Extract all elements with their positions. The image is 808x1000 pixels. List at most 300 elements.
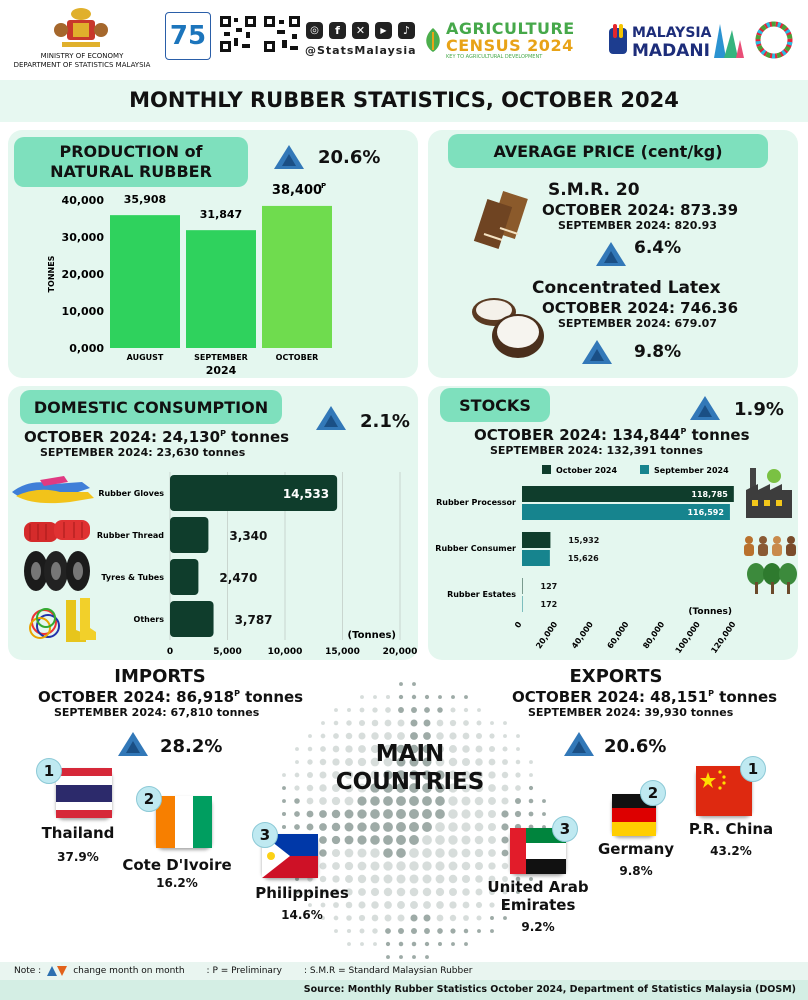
- globe-dot: [448, 848, 457, 857]
- globe-dot: [409, 809, 419, 819]
- globe-dot: [475, 849, 483, 857]
- globe-dot: [370, 809, 380, 819]
- export-country-3-name: United Arab Emirates: [487, 878, 589, 914]
- globe-dot: [332, 823, 340, 831]
- category-label: Others: [133, 615, 164, 624]
- cote-divoire-flag-icon: [156, 796, 212, 848]
- globe-dot: [475, 836, 484, 845]
- globe-dot: [358, 862, 367, 871]
- globe-dot: [462, 849, 471, 858]
- import-country-3-name: Philippines: [255, 884, 349, 902]
- globe-dot: [321, 721, 325, 725]
- globe-dot: [320, 759, 326, 765]
- globe-dot: [399, 942, 403, 946]
- globe-dot: [307, 772, 313, 778]
- globe-dot: [358, 875, 366, 883]
- imports-september: SEPTEMBER 2024: 67,810 tonnes: [54, 706, 260, 719]
- globe-dot: [423, 732, 431, 740]
- globe-dot: [437, 707, 443, 713]
- note-label: Note :: [14, 966, 42, 976]
- globe-dot: [319, 836, 327, 844]
- globe-dot: [360, 929, 365, 934]
- y-tick-label: 10,000: [61, 305, 104, 318]
- globe-dot: [370, 861, 379, 870]
- globe-dot: [319, 771, 326, 778]
- globe-dot: [449, 862, 458, 871]
- globe-dot: [371, 901, 379, 909]
- globe-dot: [319, 862, 326, 869]
- globe-dot: [372, 915, 379, 922]
- stocks-chart: [432, 460, 748, 656]
- footer-note-bar: [0, 962, 808, 980]
- x-tick-label: 10,000: [267, 647, 303, 657]
- globe-dot: [435, 809, 445, 819]
- ministry-name: MINISTRY OF ECONOMY: [40, 52, 124, 60]
- globe-dot: [435, 861, 444, 870]
- globe-dot: [502, 785, 509, 792]
- globe-dot: [319, 823, 327, 831]
- export-country-1-name: P.R. China: [688, 820, 774, 838]
- legend-label: October 2024: [556, 466, 618, 475]
- globe-dot: [332, 836, 340, 844]
- globe-dot: [438, 695, 442, 699]
- globe-dot: [321, 903, 326, 908]
- globe-dot: [282, 773, 286, 777]
- globe-dot: [463, 720, 469, 726]
- globe-dot: [501, 810, 508, 817]
- globe-dot: [424, 720, 431, 727]
- production-bar: [110, 215, 180, 348]
- globe-dot: [295, 747, 299, 751]
- globe-dot: [397, 901, 405, 909]
- globe-dot: [357, 848, 366, 857]
- leaf-logo-icon: [422, 26, 444, 54]
- globe-dot: [397, 914, 404, 921]
- globe-dot: [345, 875, 353, 883]
- globe-dot: [490, 721, 494, 725]
- globe-dot: [282, 799, 286, 803]
- stock-bar: [522, 550, 550, 566]
- globe-dot: [542, 812, 546, 816]
- x-tick-label: 15,000: [325, 647, 360, 657]
- globe-dot: [409, 861, 418, 870]
- globe-dot: [542, 799, 546, 803]
- globe-dot: [422, 809, 432, 819]
- trees-icon: [746, 562, 798, 596]
- import-rank-2-badge: 2: [136, 786, 162, 812]
- globe-dot: [384, 732, 392, 740]
- globe-dot: [529, 812, 534, 817]
- globe-dot: [464, 708, 468, 712]
- globe-dot: [320, 746, 326, 752]
- globe-dot: [360, 695, 364, 699]
- globe-dot: [308, 747, 313, 752]
- globe-dot: [477, 721, 482, 726]
- globe-dot: [384, 901, 392, 909]
- latex-bowl-icon: [468, 290, 548, 366]
- globe-dot: [383, 861, 392, 870]
- bar-value-label: 38,400: [271, 182, 323, 198]
- globe-dot: [385, 720, 392, 727]
- globe-dot: [307, 824, 314, 831]
- globe-dot: [448, 822, 457, 831]
- globe-dot: [529, 799, 534, 804]
- x-tick-label: 80,000: [641, 619, 667, 651]
- category-label: Tyres & Tubes: [101, 573, 164, 582]
- smr-october: OCTOBER 2024: 873.39: [542, 201, 739, 219]
- bar-value-label: 116,592: [687, 508, 724, 517]
- globe-dot: [319, 784, 326, 791]
- smr-september: SEPTEMBER 2024: 820.93: [558, 219, 717, 232]
- globe-dot: [319, 849, 326, 856]
- globe-dot: [345, 797, 354, 806]
- globe-dot: [425, 955, 429, 959]
- globe-dot: [475, 823, 484, 832]
- globe-dot: [294, 798, 300, 804]
- x-icon[interactable]: ✕: [352, 22, 369, 39]
- coat-of-arms-logo: [52, 6, 110, 50]
- globe-dot: [488, 797, 496, 805]
- rubber-thread-icon: [22, 516, 92, 546]
- globe-dot: [476, 733, 482, 739]
- globe-dot: [295, 760, 299, 764]
- globe-dot: [515, 772, 520, 777]
- globe-dot: [435, 796, 445, 806]
- globe-dot: [488, 836, 496, 844]
- globe-dot: [488, 823, 496, 831]
- export-country-2-name: Germany: [597, 840, 675, 858]
- globe-dot: [332, 862, 340, 870]
- consumption-bar: [170, 601, 214, 637]
- globe-dot: [282, 812, 286, 816]
- globe-dot: [294, 811, 300, 817]
- bar-value-label: 172: [540, 600, 558, 609]
- exports-october: OCTOBER 2024: $48,151^P$ tonnes: [512, 688, 778, 706]
- chart-brand-logo: [710, 18, 746, 62]
- globe-dot: [321, 734, 326, 739]
- source-text: Source: Monthly Rubber Statistics October 2024, Department of Statistics Malaysia (DOSM): [303, 984, 796, 995]
- import-country-1-name: Thailand: [41, 824, 115, 842]
- globe-dot: [345, 849, 354, 858]
- y-tick-label: 20,000: [61, 268, 104, 281]
- x-axis-label: 2024: [205, 364, 237, 377]
- globe-dot: [437, 720, 444, 727]
- globe-dot: [410, 914, 417, 921]
- smr-change: 6.4%: [634, 238, 682, 258]
- production-up-arrow-icon: [274, 145, 304, 169]
- globe-dot: [409, 874, 418, 883]
- globe-dot: [462, 888, 470, 896]
- globe-dot: [409, 848, 419, 858]
- youtube-icon[interactable]: ▶: [375, 22, 392, 39]
- x-tick-label: AUGUST: [126, 353, 164, 362]
- note-smr: : S.M.R = Standard Malaysian Rubber: [303, 966, 473, 976]
- x-tick-label: OCTOBER: [275, 353, 319, 362]
- globe-dot: [516, 734, 520, 738]
- globe-dot: [422, 848, 432, 858]
- globe-dot: [463, 902, 470, 909]
- factory-icon: [744, 466, 794, 520]
- globe-dot: [333, 733, 339, 739]
- legend-swatch: [640, 465, 649, 474]
- globe-dot: [501, 797, 508, 804]
- consumption-bar: [170, 517, 208, 553]
- exports-up-arrow-icon: [564, 732, 594, 756]
- globe-dot: [384, 888, 392, 896]
- x-tick-label: 0: [513, 619, 524, 630]
- globe-dot: [282, 786, 286, 790]
- globe-dot: [410, 888, 419, 897]
- tiktok-icon[interactable]: ♪: [398, 22, 415, 39]
- globe-dot: [449, 888, 457, 896]
- latex-october: OCTOBER 2024: 746.36: [542, 299, 739, 317]
- globe-dot: [449, 732, 456, 739]
- globe-dot: [307, 759, 312, 764]
- x-axis-unit: (Tonnes): [688, 607, 732, 617]
- globe-dot: [396, 848, 406, 858]
- globe-dot: [332, 797, 340, 805]
- globe-dot: [411, 928, 417, 934]
- x-tick-label: 60,000: [605, 619, 631, 651]
- globe-dot: [450, 707, 455, 712]
- globe-dot: [384, 875, 393, 884]
- globe-dot: [385, 707, 391, 713]
- madani-logo: MALAYSIA MADANI: [632, 25, 712, 61]
- globe-dot: [370, 835, 380, 845]
- globe-dot: [448, 835, 457, 844]
- globe-dot: [409, 822, 419, 832]
- globe-dot: [398, 707, 404, 713]
- globe-dot: [412, 682, 416, 686]
- globe-dot: [422, 861, 431, 870]
- globe-dot: [397, 888, 406, 897]
- others-bands-boots-icon: [26, 596, 98, 644]
- page-title: MONTHLY RUBBER STATISTICS, OCTOBER 2024: [129, 88, 679, 112]
- stocks-heading: STOCKS: [440, 388, 550, 422]
- globe-dot: [436, 888, 444, 896]
- exports-change: 20.6%: [604, 736, 667, 757]
- export-rank-1-badge: 1: [740, 756, 766, 782]
- thailand-flag-icon: [56, 768, 112, 818]
- globe-dot: [450, 928, 455, 933]
- globe-dot: [422, 796, 432, 806]
- stocks-up-arrow-icon: [690, 396, 720, 420]
- globe-dot: [502, 759, 508, 765]
- globe-dot: [334, 708, 338, 712]
- import-rank-1-badge: 1: [36, 758, 62, 784]
- globe-dot: [396, 822, 406, 832]
- globe-dot: [397, 732, 405, 740]
- globe-dot: [359, 720, 365, 726]
- globe-dot: [383, 848, 393, 858]
- qr-code-1-icon[interactable]: [218, 14, 258, 54]
- import-rank-3-badge: 3: [252, 822, 278, 848]
- globe-dot: [448, 809, 457, 818]
- legend-label: September 2024: [654, 466, 729, 475]
- globe-dot: [295, 773, 300, 778]
- globe-dot: [502, 850, 509, 857]
- export-country-3-share: 9.2%: [521, 920, 555, 934]
- globe-dot: [501, 823, 508, 830]
- bar-value-label: 35,908: [123, 193, 167, 207]
- globe-dot: [319, 797, 327, 805]
- globe-dot: [424, 928, 430, 934]
- globe-dot: [383, 835, 393, 845]
- globe-dot: [399, 695, 403, 699]
- globe-dot: [360, 942, 364, 946]
- facebook-icon[interactable]: f: [329, 22, 346, 39]
- preliminary-mark: P: [321, 181, 327, 190]
- globe-dot: [461, 796, 470, 805]
- export-country-2-share: 9.8%: [619, 864, 653, 878]
- globe-dot: [461, 835, 470, 844]
- globe-dot: [398, 928, 404, 934]
- latex-change: 9.8%: [634, 342, 682, 362]
- globe-dot: [516, 747, 520, 751]
- globe-dot: [332, 875, 339, 882]
- rubber-gloves-icon: [10, 474, 96, 506]
- globe-dot: [436, 901, 444, 909]
- globe-dot: [370, 796, 380, 806]
- production-bar-chart: [30, 181, 360, 380]
- globe-dot: [501, 836, 508, 843]
- globe-dot: [308, 734, 312, 738]
- globe-dot: [347, 929, 351, 933]
- globe-dot: [488, 810, 496, 818]
- qr-code-2-icon[interactable]: [262, 14, 302, 54]
- globe-dot: [345, 823, 354, 832]
- globe-dot: [411, 707, 417, 713]
- globe-dot: [423, 888, 431, 896]
- globe-dot: [423, 875, 432, 884]
- globe-dot: [396, 874, 405, 883]
- stocks-change: 1.9%: [734, 399, 784, 420]
- globe-dot: [399, 955, 403, 959]
- consumption-bar: [170, 559, 198, 595]
- globe-dot: [503, 721, 507, 725]
- domestic-heading: DOMESTIC CONSUMPTION: [20, 390, 282, 424]
- globe-dot: [307, 798, 314, 805]
- stock-bar: [522, 596, 523, 612]
- y-tick-label: 30,000: [61, 231, 104, 244]
- imports-change: 28.2%: [160, 736, 223, 757]
- category-label: Rubber Gloves: [98, 489, 164, 498]
- globe-dot: [282, 825, 286, 829]
- imports-heading: IMPORTS: [114, 666, 206, 687]
- globe-dot: [345, 836, 354, 845]
- globe-dot: [412, 695, 416, 699]
- globe-dot: [488, 862, 495, 869]
- globe-dot: [345, 810, 354, 819]
- import-country-1-share: 37.9%: [57, 850, 99, 864]
- globe-dot: [515, 785, 521, 791]
- x-tick-label: SEPTEMBER: [194, 353, 248, 362]
- main-countries-label: MAIN COUNTRIES: [335, 741, 485, 795]
- smr-title: S.M.R. 20: [548, 180, 640, 200]
- imports-up-arrow-icon: [118, 732, 148, 756]
- globe-dot: [435, 848, 444, 857]
- globe-dot: [425, 942, 429, 946]
- globe-dot: [412, 942, 417, 947]
- legend-swatch: [542, 465, 551, 474]
- y-tick-label: 0,000: [69, 342, 104, 355]
- globe-dot: [372, 928, 377, 933]
- globe-dot: [423, 901, 431, 909]
- globe-dot: [383, 822, 393, 832]
- x-tick-label: 100,000: [673, 619, 702, 655]
- consumers-icon: [742, 534, 798, 556]
- globe-dot: [462, 875, 470, 883]
- globe-dot: [464, 929, 468, 933]
- globe-dot: [489, 733, 494, 738]
- x-tick-label: 40,000: [569, 619, 595, 651]
- stock-bar: [522, 532, 550, 548]
- bar-value-label: 15,932: [568, 536, 600, 545]
- globe-dot: [294, 824, 300, 830]
- globe-dot: [409, 796, 419, 806]
- globe-dot: [449, 901, 456, 908]
- latex-title: Concentrated Latex: [532, 278, 721, 298]
- globe-dot: [412, 955, 416, 959]
- globe-dot: [436, 875, 445, 884]
- globe-dot: [425, 695, 429, 699]
- globe-dot: [396, 835, 406, 845]
- globe-dot: [503, 734, 507, 738]
- globe-dot: [461, 809, 470, 818]
- globe-dot: [502, 772, 508, 778]
- x-tick-label: 0: [166, 647, 174, 657]
- domestic-up-arrow-icon: [316, 406, 346, 430]
- globe-dot: [332, 849, 340, 857]
- globe-dot: [383, 809, 393, 819]
- madani-hand-logo: [606, 22, 630, 58]
- globe-dot: [436, 732, 444, 740]
- globe-dot: [386, 695, 390, 699]
- globe-dot: [450, 915, 456, 921]
- exports-heading: EXPORTS: [569, 666, 663, 687]
- globe-dot: [371, 875, 380, 884]
- globe-dot: [422, 835, 432, 845]
- globe-dot: [347, 708, 351, 712]
- globe-dot: [397, 719, 404, 726]
- globe-dot: [373, 942, 377, 946]
- globe-dot: [370, 822, 380, 832]
- stocks-september: SEPTEMBER 2024: 132,391 tonnes: [490, 444, 703, 457]
- globe-dot: [386, 942, 390, 946]
- globe-dot: [385, 915, 392, 922]
- y-axis-label: TONNES: [47, 255, 56, 293]
- sdg-wheel-logo: [756, 22, 792, 58]
- export-rank-2-badge: 2: [640, 780, 666, 806]
- globe-dot: [515, 798, 521, 804]
- globe-dot: [320, 876, 327, 883]
- globe-dot: [437, 928, 443, 934]
- globe-dot: [451, 695, 455, 699]
- bar-value-label: 31,847: [199, 208, 243, 222]
- globe-dot: [422, 822, 432, 832]
- globe-dot: [372, 720, 379, 727]
- instagram-icon[interactable]: ◎: [306, 22, 323, 39]
- globe-dot: [410, 901, 418, 909]
- header-bar: [0, 0, 808, 80]
- bar-value-label: 3,787: [234, 613, 273, 627]
- globe-dot: [529, 760, 533, 764]
- globe-dot: [435, 822, 445, 832]
- globe-dot: [357, 822, 366, 831]
- globe-dot: [450, 720, 456, 726]
- globe-dot: [332, 810, 340, 818]
- globe-dot: [357, 809, 366, 818]
